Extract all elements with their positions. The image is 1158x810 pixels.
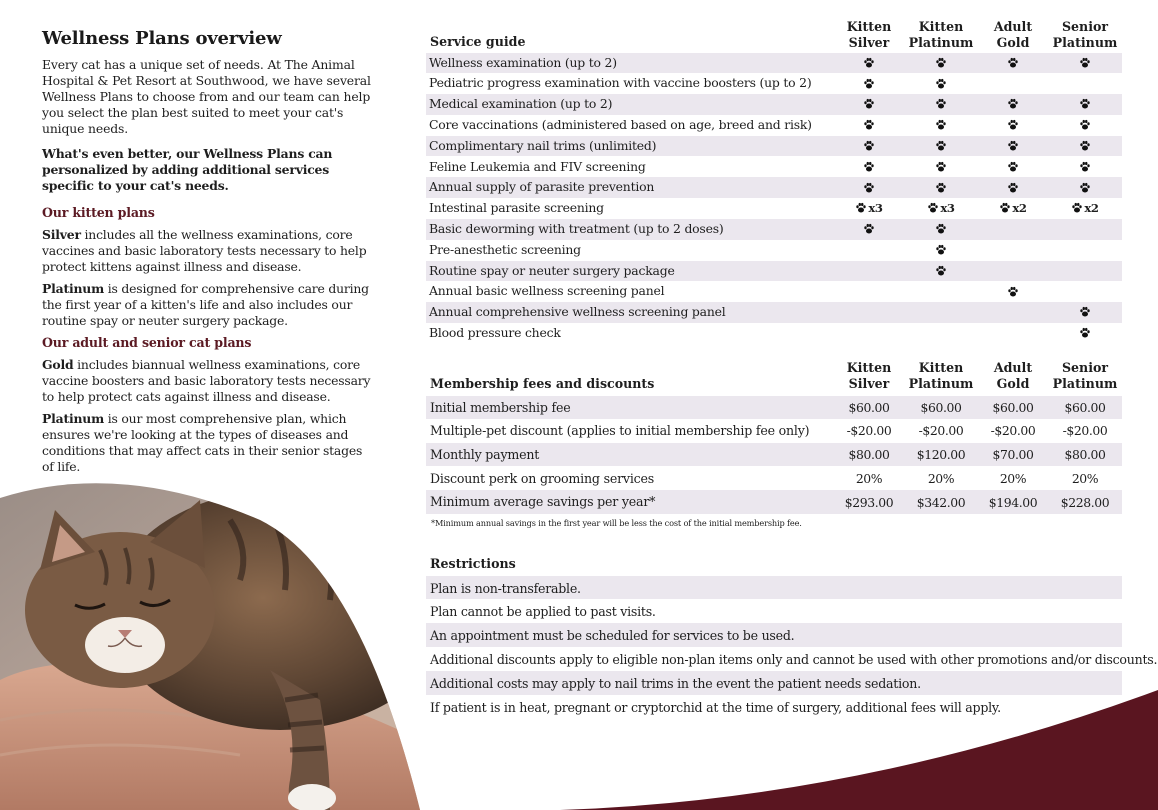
- table-row: [426, 115, 1122, 136]
- table-cell: [978, 115, 1048, 136]
- table-cell: [834, 281, 904, 302]
- table-row: [426, 198, 1122, 219]
- intro-paragraph: Every cat has a unique set of needs. At The Animal Hospital & Pet Resort at Southwood, we have several Wellness Plans to choose from and our team can help you select the plan best suited to meet your cat's unique needs.: [42, 57, 371, 136]
- left-column: [42, 28, 372, 481]
- paw-icon: [863, 223, 875, 235]
- table-cell: [906, 219, 976, 240]
- paw-icon: [1079, 161, 1091, 173]
- plan-text: is our most comprehensive plan, which ensures we're looking at the types of diseases and conditions that may affect cats in their senior stages of life.: [42, 411, 363, 474]
- service-label: Basic deworming with treatment (up to 2 doses): [429, 220, 724, 236]
- column-header-line: Platinum: [1052, 376, 1118, 391]
- plan-text: includes biannual wellness examinations, core vaccine boosters and basic laboratory tests necessary to help protect cats against illness and disease.: [42, 357, 371, 404]
- service-label: Complimentary nail trims (unlimited): [429, 137, 657, 153]
- list-item: [426, 599, 1122, 623]
- fee-value: $228.00: [1060, 494, 1110, 510]
- column-header-line: Gold: [996, 376, 1030, 391]
- table-row: [426, 323, 1122, 344]
- table-cell: [978, 198, 1048, 219]
- paw-icon: [935, 98, 947, 110]
- paw-icon: [1007, 182, 1019, 194]
- table-row: [426, 443, 1122, 467]
- table-row: [426, 490, 1122, 514]
- fee-value: $194.00: [988, 494, 1038, 510]
- table-row: [426, 419, 1122, 443]
- table-cell: [978, 240, 1048, 261]
- list-item: [426, 647, 1158, 671]
- plan-name: Gold: [42, 357, 74, 372]
- paw-icon: [999, 202, 1011, 214]
- fee-value: 20%: [999, 470, 1027, 486]
- table-row: [426, 136, 1122, 157]
- table-cell: [1050, 73, 1120, 94]
- table-row: [426, 177, 1122, 198]
- column-header-line: Gold: [996, 35, 1030, 50]
- fee-value: $80.00: [1064, 447, 1106, 463]
- paw-icon: [935, 161, 947, 173]
- table-row: [426, 302, 1122, 323]
- table-row: [426, 94, 1122, 115]
- table-cell: [978, 281, 1048, 302]
- table-cell: [1050, 115, 1120, 136]
- column-header-line: Platinum: [1052, 35, 1118, 50]
- paw-icon: [863, 182, 875, 194]
- plan-name: Silver: [42, 227, 81, 242]
- restriction-text: Plan cannot be applied to past visits.: [430, 604, 656, 620]
- fee-label: Multiple-pet discount (applies to initial membership fee only): [430, 423, 810, 439]
- table-cell: [978, 323, 1048, 344]
- service-label: Medical examination (up to 2): [429, 96, 613, 112]
- table-cell: [1050, 261, 1120, 282]
- list-item: [426, 576, 1122, 600]
- plan-text: includes all the wellness examinations, core vaccines and basic laboratory tests necessary to help protect kittens against illness and disease.: [42, 227, 367, 274]
- plan-text: is designed for comprehensive care during the first year of a kitten's life and also includes our routine spay or neuter surgery package.: [42, 281, 369, 328]
- table-row: [426, 281, 1122, 302]
- paw-icon: [863, 98, 875, 110]
- page-title: Wellness Plans overview: [42, 28, 282, 49]
- table-cell: [834, 302, 904, 323]
- column-header-adult-gold: [978, 19, 1048, 51]
- paw-icon: [1007, 286, 1019, 298]
- column-header-line: Kitten: [846, 19, 892, 34]
- column-header-senior-platinum: [1050, 360, 1120, 392]
- table-cell: [906, 157, 976, 178]
- paw-icon: [863, 140, 875, 152]
- paw-icon: [1079, 306, 1091, 318]
- fee-value: $60.00: [848, 399, 890, 415]
- table-cell: [906, 261, 976, 282]
- service-label: Routine spay or neuter surgery package: [429, 262, 675, 278]
- table-row: [426, 467, 1122, 491]
- paw-icon: [935, 244, 947, 256]
- table-cell: [1050, 323, 1120, 344]
- paw-icon: [935, 119, 947, 131]
- table-cell: [906, 281, 976, 302]
- table-cell: [906, 177, 976, 198]
- quantity-label: x2: [1012, 201, 1027, 216]
- service-label: Annual supply of parasite prevention: [429, 179, 655, 195]
- fee-value: -$20.00: [846, 423, 892, 439]
- paw-icon: [935, 265, 947, 277]
- paw-icon: [1007, 140, 1019, 152]
- service-label: Wellness examination (up to 2): [429, 54, 617, 70]
- table-cell: [834, 240, 904, 261]
- restriction-text: If patient is in heat, pregnant or cryptorchid at the time of surgery, additional fees will apply.: [430, 700, 1001, 715]
- paw-icon: [1007, 161, 1019, 173]
- table-row: [426, 396, 1122, 420]
- paw-icon: [1071, 202, 1083, 214]
- service-label: Annual comprehensive wellness screening panel: [429, 304, 726, 320]
- fee-value: 20%: [927, 470, 955, 486]
- paw-icon: [927, 202, 939, 214]
- restriction-text: Plan is non-transferable.: [430, 580, 581, 596]
- table-cell: [834, 73, 904, 94]
- table-cell: [834, 261, 904, 282]
- table-cell: [834, 115, 904, 136]
- fee-value: $120.00: [916, 447, 966, 463]
- paw-icon: [863, 78, 875, 90]
- service-guide-title: Service guide: [430, 34, 526, 49]
- service-label: Blood pressure check: [429, 324, 561, 340]
- quantity-label: x3: [940, 201, 955, 216]
- fees-title: Membership fees and discounts: [430, 376, 655, 391]
- table-cell: [978, 53, 1048, 74]
- column-header-line: Platinum: [908, 35, 974, 50]
- column-header-line: Silver: [848, 35, 890, 50]
- table-cell: [834, 53, 904, 74]
- table-cell: [978, 157, 1048, 178]
- table-row: [426, 157, 1122, 178]
- column-header-kitten-silver: [834, 19, 904, 51]
- table-cell: [906, 115, 976, 136]
- table-cell: [1050, 157, 1120, 178]
- table-row: [426, 240, 1122, 261]
- table-cell: [834, 198, 904, 219]
- fee-label: Initial membership fee: [430, 399, 571, 415]
- paw-icon: [1007, 119, 1019, 131]
- decorative-wave: [560, 690, 1158, 810]
- table-cell: [1050, 94, 1120, 115]
- column-header-line: Kitten: [846, 360, 892, 375]
- paw-icon: [1079, 57, 1091, 69]
- paw-icon: [1007, 98, 1019, 110]
- table-cell: [1050, 240, 1120, 261]
- paw-icon: [863, 119, 875, 131]
- paw-icon: [863, 161, 875, 173]
- plan-name: Platinum: [42, 411, 105, 426]
- paw-icon: [935, 223, 947, 235]
- paw-icon: [935, 182, 947, 194]
- plan-name: Platinum: [42, 281, 105, 296]
- table-cell: [906, 198, 976, 219]
- table-cell: [834, 323, 904, 344]
- table-cell: [834, 157, 904, 178]
- service-label: Pediatric progress examination with vaccine boosters (up to 2): [429, 75, 812, 91]
- fee-value: $60.00: [992, 399, 1034, 415]
- paw-icon: [1079, 98, 1091, 110]
- service-label: Annual basic wellness screening panel: [429, 283, 665, 299]
- paw-icon: [1079, 119, 1091, 131]
- column-header-adult-gold: [978, 360, 1048, 392]
- fee-label: Minimum average savings per year*: [430, 494, 656, 510]
- column-header-line: Adult: [993, 19, 1033, 34]
- fee-value: 20%: [1071, 470, 1099, 486]
- cat-photo: [0, 480, 460, 810]
- restriction-text: Additional costs may apply to nail trims in the event the patient needs sedation.: [430, 676, 921, 692]
- column-header-line: Senior: [1061, 19, 1109, 34]
- table-cell: [978, 177, 1048, 198]
- table-cell: [978, 302, 1048, 323]
- fee-value: $293.00: [844, 494, 894, 510]
- table-cell: [978, 261, 1048, 282]
- highlight-paragraph: What's even better, our Wellness Plans can personalized by adding additional services specific to your cat's needs.: [42, 146, 333, 193]
- column-header-line: Senior: [1061, 360, 1109, 375]
- restriction-text: Additional discounts apply to eligible non-plan items only and cannot be used with other promotions and/or discounts.: [430, 652, 1158, 668]
- table-cell: [978, 73, 1048, 94]
- quantity-label: x2: [1084, 201, 1099, 216]
- table-cell: [906, 73, 976, 94]
- column-header-senior-platinum: [1050, 19, 1120, 51]
- fee-value: -$20.00: [990, 423, 1036, 439]
- table-row: [426, 53, 1122, 74]
- fee-value: -$20.00: [918, 423, 964, 439]
- table-cell: [906, 240, 976, 261]
- adult-plans-heading: Our adult and senior cat plans: [42, 335, 252, 350]
- table-cell: [906, 302, 976, 323]
- service-label: Feline Leukemia and FIV screening: [429, 158, 646, 174]
- fee-value: -$20.00: [1062, 423, 1108, 439]
- table-row: [426, 73, 1122, 94]
- table-cell: [834, 136, 904, 157]
- fee-value: $60.00: [1064, 399, 1106, 415]
- kitten-plans-heading: Our kitten plans: [42, 205, 155, 220]
- table-cell: [1050, 177, 1120, 198]
- list-item: [426, 623, 1122, 647]
- table-cell: [906, 94, 976, 115]
- fee-label: Monthly payment: [430, 446, 540, 462]
- service-label: Pre-anesthetic screening: [429, 241, 581, 257]
- paw-icon: [1079, 182, 1091, 194]
- table-cell: [834, 219, 904, 240]
- column-header-line: Platinum: [908, 376, 974, 391]
- table-cell: [978, 219, 1048, 240]
- fee-value: 20%: [855, 470, 883, 486]
- column-header-kitten-platinum: [906, 360, 976, 392]
- silver-plan-description: [42, 227, 372, 275]
- table-row: [426, 261, 1122, 282]
- paw-icon: [1079, 140, 1091, 152]
- fee-value: $80.00: [848, 447, 890, 463]
- column-header-line: Kitten: [918, 19, 964, 34]
- fee-value: $342.00: [916, 494, 966, 510]
- paw-icon: [855, 202, 867, 214]
- senior-platinum-plan-description: [42, 411, 372, 475]
- restrictions-title: Restrictions: [430, 556, 516, 571]
- table-row: [426, 219, 1122, 240]
- table-cell: [906, 323, 976, 344]
- table-cell: [1050, 219, 1120, 240]
- fees-footnote: *Minimum annual savings in the first year will be less the cost of the initial membership fee.: [431, 518, 802, 528]
- paw-icon: [935, 78, 947, 90]
- table-cell: [1050, 136, 1120, 157]
- fee-value: $60.00: [920, 399, 962, 415]
- column-header-line: Silver: [848, 376, 890, 391]
- kitten-platinum-plan-description: [42, 281, 372, 329]
- table-cell: [834, 94, 904, 115]
- column-header-line: Adult: [993, 360, 1033, 375]
- paw-icon: [863, 57, 875, 69]
- table-cell: [1050, 302, 1120, 323]
- table-cell: [1050, 198, 1120, 219]
- column-header-line: Kitten: [918, 360, 964, 375]
- column-header-kitten-platinum: [906, 19, 976, 51]
- column-header-kitten-silver: [834, 360, 904, 392]
- paw-icon: [1007, 57, 1019, 69]
- table-cell: [978, 94, 1048, 115]
- quantity-label: x3: [868, 201, 883, 216]
- paw-icon: [935, 57, 947, 69]
- table-cell: [1050, 281, 1120, 302]
- service-label: Core vaccinations (administered based on age, breed and risk): [429, 116, 812, 132]
- fee-label: Discount perk on grooming services: [430, 470, 655, 486]
- paw-icon: [1079, 327, 1091, 339]
- paw-icon: [935, 140, 947, 152]
- gold-plan-description: [42, 357, 372, 405]
- table-cell: [978, 136, 1048, 157]
- table-cell: [906, 53, 976, 74]
- fee-value: $70.00: [992, 447, 1034, 463]
- table-cell: [906, 136, 976, 157]
- table-cell: [1050, 53, 1120, 74]
- service-label: Intestinal parasite screening: [429, 200, 604, 216]
- restriction-text: An appointment must be scheduled for services to be used.: [430, 628, 795, 644]
- table-cell: [834, 177, 904, 198]
